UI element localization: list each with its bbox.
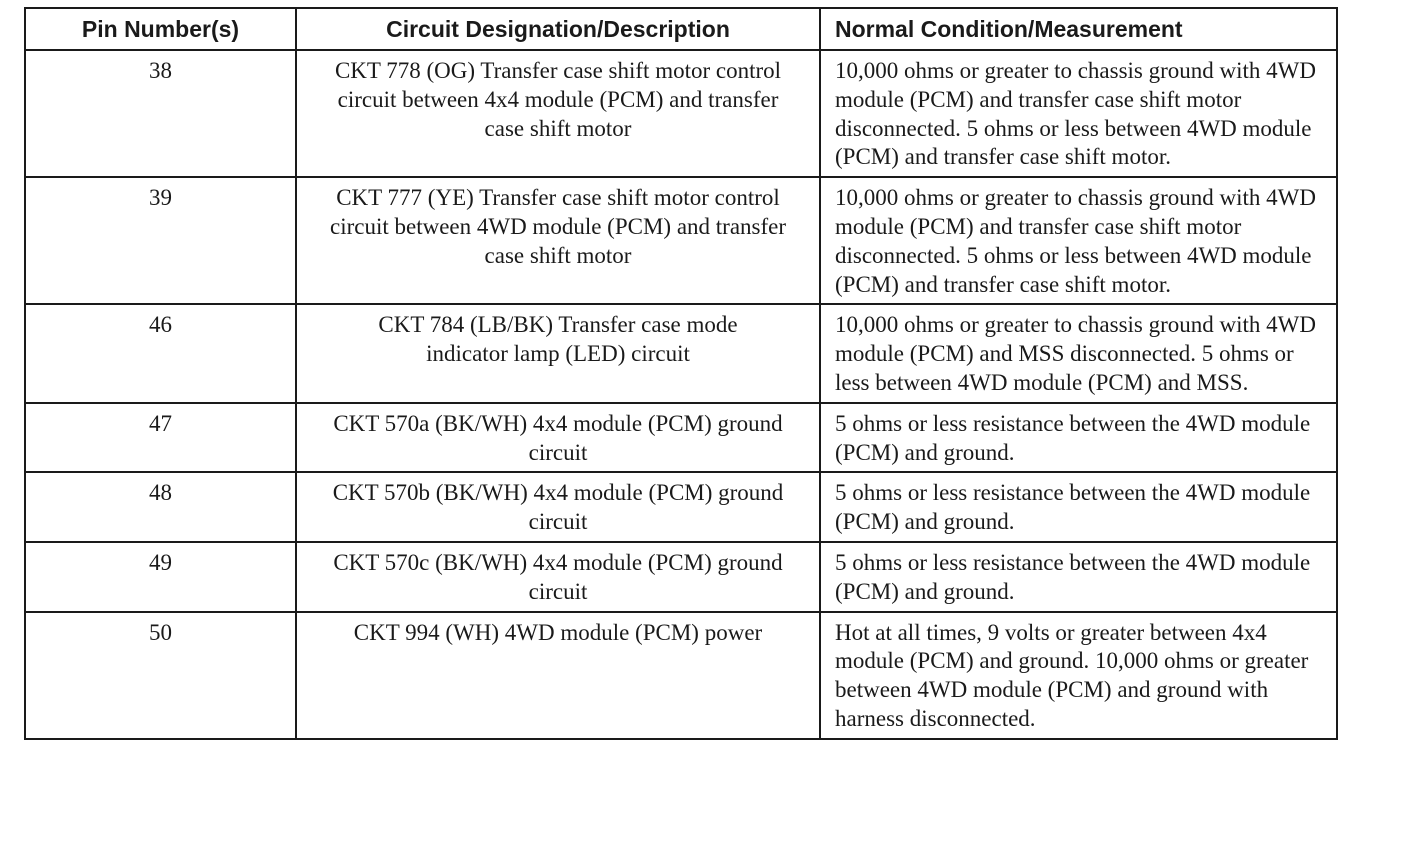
header-normal-condition: Normal Condition/Measurement: [820, 8, 1337, 50]
table-header-row: [25, 8, 1337, 50]
circuit-description-cell: CKT 994 (WH) 4WD module (PCM) power: [296, 612, 820, 739]
normal-condition-cell: 10,000 ohms or greater to chassis ground with 4WD module (PCM) and MSS disconnected. 5 ohms or less between 4WD module (PCM) and MSS.: [820, 304, 1337, 402]
circuit-description-cell: CKT 777 (YE) Transfer case shift motor control circuit between 4WD module (PCM) and transfer case shift motor: [296, 177, 820, 304]
normal-condition-cell: 10,000 ohms or greater to chassis ground with 4WD module (PCM) and transfer case shift motor disconnected. 5 ohms or less between 4WD module (PCM) and transfer case shift motor.: [820, 177, 1337, 304]
table-row: [25, 403, 1337, 473]
table-row: [25, 472, 1337, 542]
header-circuit-description: Circuit Designation/Description: [296, 8, 820, 50]
normal-condition-cell: 5 ohms or less resistance between the 4WD module (PCM) and ground.: [820, 542, 1337, 612]
circuit-description-cell: CKT 570c (BK/WH) 4x4 module (PCM) ground circuit: [296, 542, 820, 612]
table-row: [25, 177, 1337, 304]
table-row: [25, 50, 1337, 177]
circuit-description-cell: CKT 784 (LB/BK) Transfer case mode indicator lamp (LED) circuit: [296, 304, 820, 402]
header-pin-number: Pin Number(s): [25, 8, 296, 50]
pin-number-cell: 47: [25, 403, 296, 473]
pin-number-cell: 46: [25, 304, 296, 402]
normal-condition-cell: 5 ohms or less resistance between the 4WD module (PCM) and ground.: [820, 472, 1337, 542]
pin-number-cell: 48: [25, 472, 296, 542]
normal-condition-cell: Hot at all times, 9 volts or greater between 4x4 module (PCM) and ground. 10,000 ohms or greater between 4WD module (PCM) and ground with harness disconnected.: [820, 612, 1337, 739]
pin-number-cell: 50: [25, 612, 296, 739]
circuit-description-cell: CKT 778 (OG) Transfer case shift motor control circuit between 4x4 module (PCM) and transfer case shift motor: [296, 50, 820, 177]
pin-circuit-table: [24, 7, 1338, 740]
pin-number-cell: 38: [25, 50, 296, 177]
table-row: [25, 542, 1337, 612]
normal-condition-cell: 5 ohms or less resistance between the 4WD module (PCM) and ground.: [820, 403, 1337, 473]
circuit-description-cell: CKT 570b (BK/WH) 4x4 module (PCM) ground circuit: [296, 472, 820, 542]
pin-number-cell: 39: [25, 177, 296, 304]
table-row: [25, 304, 1337, 402]
table-row: [25, 612, 1337, 739]
pin-number-cell: 49: [25, 542, 296, 612]
normal-condition-cell: 10,000 ohms or greater to chassis ground with 4WD module (PCM) and transfer case shift motor disconnected. 5 ohms or less between 4WD module (PCM) and transfer case shift motor.: [820, 50, 1337, 177]
circuit-description-cell: CKT 570a (BK/WH) 4x4 module (PCM) ground circuit: [296, 403, 820, 473]
